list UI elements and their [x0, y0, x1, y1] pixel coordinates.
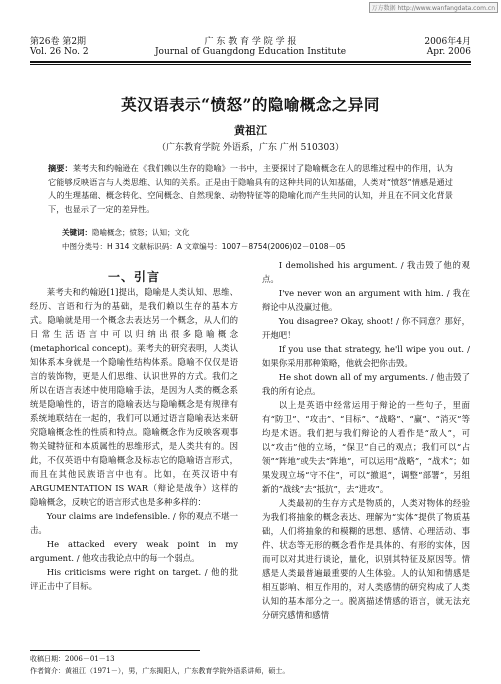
keywords-line [62, 227, 462, 238]
example-sentence: He attacked every weak point in my argument. / 他攻击我论点中的每一个弱点。 [30, 539, 238, 563]
journal-name-cn: 广 东 教 育 学 院 学 报 [204, 37, 297, 47]
body-paragraph: 莱考夫和约翰逊[1]提出，隐喻是人类认知、思维、经历、言语和行为的基础，是我们赖以生存的基本方式。隐喻就是用一个概念去表达另一个概念，从人们的日常生活语言中可以归纳出很多隐喻概念(metaphorical concept)。莱考夫的研究表明，人类认知体系本身就是一个隐喻性结构体系。隐喻不仅仅是语言的装饰物，更是人们思维、认识世界的方式。我们之所以在语言表述中使用隐喻手法，是因为人类的概念系统是隐喻性的，语言的隐喻表达与隐喻概念是有规律有系统地联结在一起的，我们可以通过语言隐喻表达来研究隐喻概念性的性质和特点。隐喻概念作为反映客观事物关键特征和本质属性的思维形式，是人类共有的。因此，不仅英语中有隐喻概念及标志它的隐喻语言形式，而且在其他民族语言中也有。比如，在英汉语中有ARGUMENTATION IS WAR（辩论是战争）这样的隐喻概念，反映它的语言形式也是多种多样的： [30, 287, 238, 507]
journal-name-en: Journal of Guangdong Education Institute [154, 47, 347, 57]
received-date: 收稿日期：2006－01－13 [30, 655, 115, 663]
author-affiliation: （广东教育学院 外语系，广东 广州 510303） [157, 143, 344, 153]
example-sentence: He shot down all of my arguments. / 他击毁了我的所有论点。 [262, 372, 470, 396]
abstract-text: 莱考夫和约翰逊在《我们赖以生存的隐喻》一书中，主要探讨了隐喻概念在人的思维过程中的作用，认为它能够反映语言与人类思维、认知的关系。正是由于隐喻具有的这种共同的认知基础，人类对“愤怒”情感是通过人的生理基础、概念转化、空间概念、自然现象、动物特征等的隐喻化而产生共同的认知，并且在不同文化背景下，也显示了一定的差异性。 [48, 163, 453, 214]
date-cn: 2006年4月 [424, 37, 471, 47]
example-sentence: I've never won an argument with him. / 我在辩论中从没赢过他。 [262, 288, 470, 312]
keywords-label: 关键词： [62, 228, 92, 237]
footnote-rule [30, 650, 200, 651]
running-header-en [30, 47, 471, 59]
section-heading: 一、引言 [107, 270, 160, 284]
article-title: 英汉语表示“愤怒”的隐喻概念之异同 [121, 95, 380, 114]
header-rule-thick [30, 61, 471, 63]
body-paragraph: 以上是英语中经常运用于辩论的一些句子，里面有“防卫”、“攻击”、“目标”、“战略”、“赢”、“消灭”等均是术语。我们把与我们辩论的人看作是“敌人”，可以“攻击”他的立场，“保卫”自己的观点；我们可以“占领”“阵地”或失去“阵地”，可以运用“战略”，“战术”；如果发现立场“守不住”，可以“撤退”，调整“部署”，另组新的“战线”去“抵抗”，去“进攻”。 [262, 400, 470, 494]
example-sentence: Your claims are indefensible. / 你的观点不堪一击。 [30, 511, 238, 535]
body-column-right [262, 258, 470, 622]
example-sentence: His criticisms were right on target. / 他的批评正击中了目标。 [30, 567, 238, 591]
watermark: 万方数据 http://www.wanfangdata.com.cn [369, 2, 498, 13]
example-sentence: If you use that strategy, he'll wipe you out. / 如果你采用那种策略，他就会把你击毁。 [262, 344, 470, 368]
abstract-label: 摘要： [48, 163, 73, 173]
abstract [48, 162, 453, 216]
classification-line: 中图分类号：H 314 文献标识码：A 文章编号：1007－8754(2006)02－0108－05 [62, 242, 346, 251]
body-paragraph: 人类最初的生存方式是物质的，人类对物体的经验为我们将抽象的概念表达、理解为“实体”提供了物质基础，人们将抽象的和模糊的思想、感情、心理活动、事件、状态等无形的概念看作是具体的、有形的实体，因而可以对其进行谈论，量化，识别其特征及原因等。情感是人类最普遍最重要的人生体验。人的认知和情感是相互影响、相互作用的，对人类感情的研究构成了人类认知的基本部分之一。脱离描述情感的语言，就无法充分研究感情和感情 [262, 498, 470, 620]
header-rule-thin [30, 64, 471, 65]
example-sentence: You disagree? Okay, shoot! / 你不同意？那好，开炮吧！ [262, 316, 470, 340]
body-column-left [30, 285, 238, 593]
author-name: 黄祖江 [234, 124, 267, 137]
volume-issue-cn: 第26卷 第2期 [30, 37, 87, 47]
keywords-text: 隐喻概念；愤怒；认知；文化 [92, 228, 190, 237]
date-en: Apr. 2006 [426, 47, 471, 57]
example-sentence: I demolished his argument. / 我击毁了他的观点。 [262, 260, 470, 284]
running-header-cn [30, 34, 471, 46]
author-bio: 作者简介：黄祖江（1971－），男，广东揭阳人，广东教育学院外语系讲师，硕士。 [30, 667, 290, 675]
volume-issue-en: Vol. 26 No. 2 [30, 47, 89, 57]
